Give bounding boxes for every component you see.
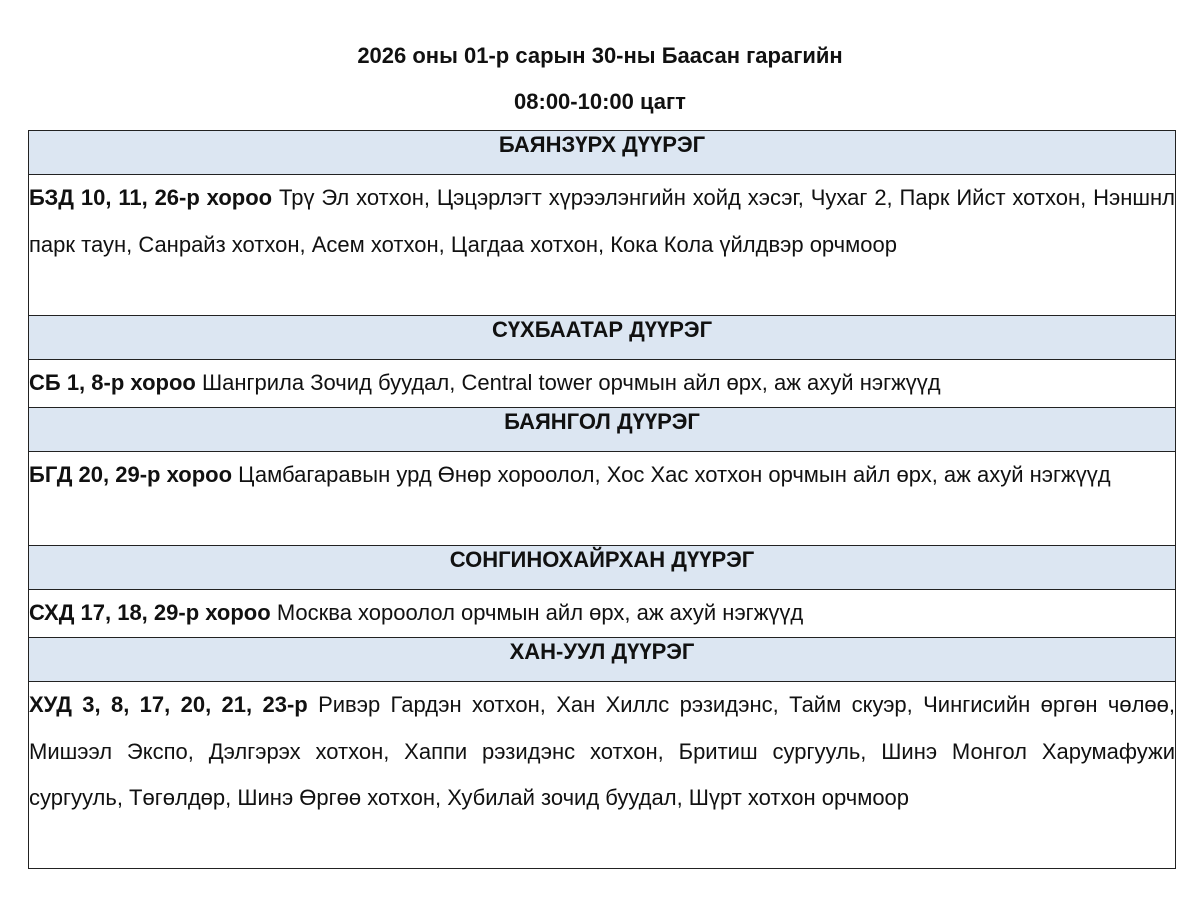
district-areas-row — [29, 360, 1176, 408]
district-header-row — [29, 316, 1176, 360]
district-header-row — [29, 638, 1176, 682]
area-list: Цамбагаравын урд Өнөр хороолол, Хос Хас хотхон орчмын айл өрх, аж ахуй нэгжүүд — [232, 462, 1111, 487]
document-date-title: 2026 оны 01-р сарын 30-ны Баасан гарагийн — [357, 43, 843, 68]
district-areas-row — [29, 175, 1176, 316]
district-header-songinokhairkhan: СОНГИНОХАЙРХАН ДҮҮРЭГ — [29, 546, 1176, 590]
khoroo-list: ХУД 3, 8, 17, 20, 21, 23-р — [29, 692, 308, 717]
area-list: Ривэр Гардэн хотхон, Хан Хиллс рэзидэнс, Тайм скуэр, Чингисийн өргөн чөлөө, Мишээл Экспо, Дэлгэрэх хотхон, Хаппи рэзидэнс хотхон, Бритиш сургууль, Шинэ Монгол Харумафужи сургууль, Төгөлдөр, Шинэ Өргөө хотхон, Хубилай зочид буудал, Шүрт хотхон орчмоор — [29, 692, 1175, 810]
district-header-row — [29, 546, 1176, 590]
district-areas-row — [29, 682, 1176, 869]
district-header-khan-uul: ХАН-УУЛ ДҮҮРЭГ — [29, 638, 1176, 682]
area-list: Шангрила Зочид буудал, Central tower орчмын айл өрх, аж ахуй нэгжүүд — [195, 370, 941, 395]
area-list: Москва хороолол орчмын айл өрх, аж ахуй нэгжүүд — [270, 600, 804, 625]
outage-schedule-table — [28, 130, 1176, 869]
district-header-row — [29, 408, 1176, 452]
khoroo-list: СБ 1, 8-р хороо — [29, 370, 196, 395]
area-list: Трү Эл хотхон, Цэцэрлэгт хүрээлэнгийн хойд хэсэг, Чухаг 2, Парк Ийст хотхон, Нэншнл парк таун, Санрайз хотхон, Асем хотхон, Цагдаа хотхон, Кока Кола үйлдвэр орчмоор — [29, 185, 1176, 257]
district-header-bayanzurkh: БАЯНЗҮРХ ДҮҮРЭГ — [29, 131, 1176, 175]
khoroo-list: БЗД 10, 11, 26-р хороо — [29, 185, 273, 210]
khoroo-list: БГД 20, 29-р хороо — [29, 462, 233, 487]
district-areas-khan-uul — [29, 682, 1176, 869]
district-areas-row — [29, 452, 1176, 546]
district-header-bayangol: БАЯНГОЛ ДҮҮРЭГ — [29, 408, 1176, 452]
district-areas-bayangol — [29, 452, 1176, 546]
district-areas-songinokhairkhan — [29, 590, 1176, 638]
district-header-sukhbaatar: СҮХБААТАР ДҮҮРЭГ — [29, 316, 1176, 360]
khoroo-list: СХД 17, 18, 29-р хороо — [29, 600, 271, 625]
district-areas-sukhbaatar — [29, 360, 1176, 408]
district-areas-row — [29, 590, 1176, 638]
document-time-title: 08:00-10:00 цагт — [514, 89, 686, 114]
district-header-row — [29, 131, 1176, 175]
district-areas-bayanzurkh — [29, 175, 1176, 316]
